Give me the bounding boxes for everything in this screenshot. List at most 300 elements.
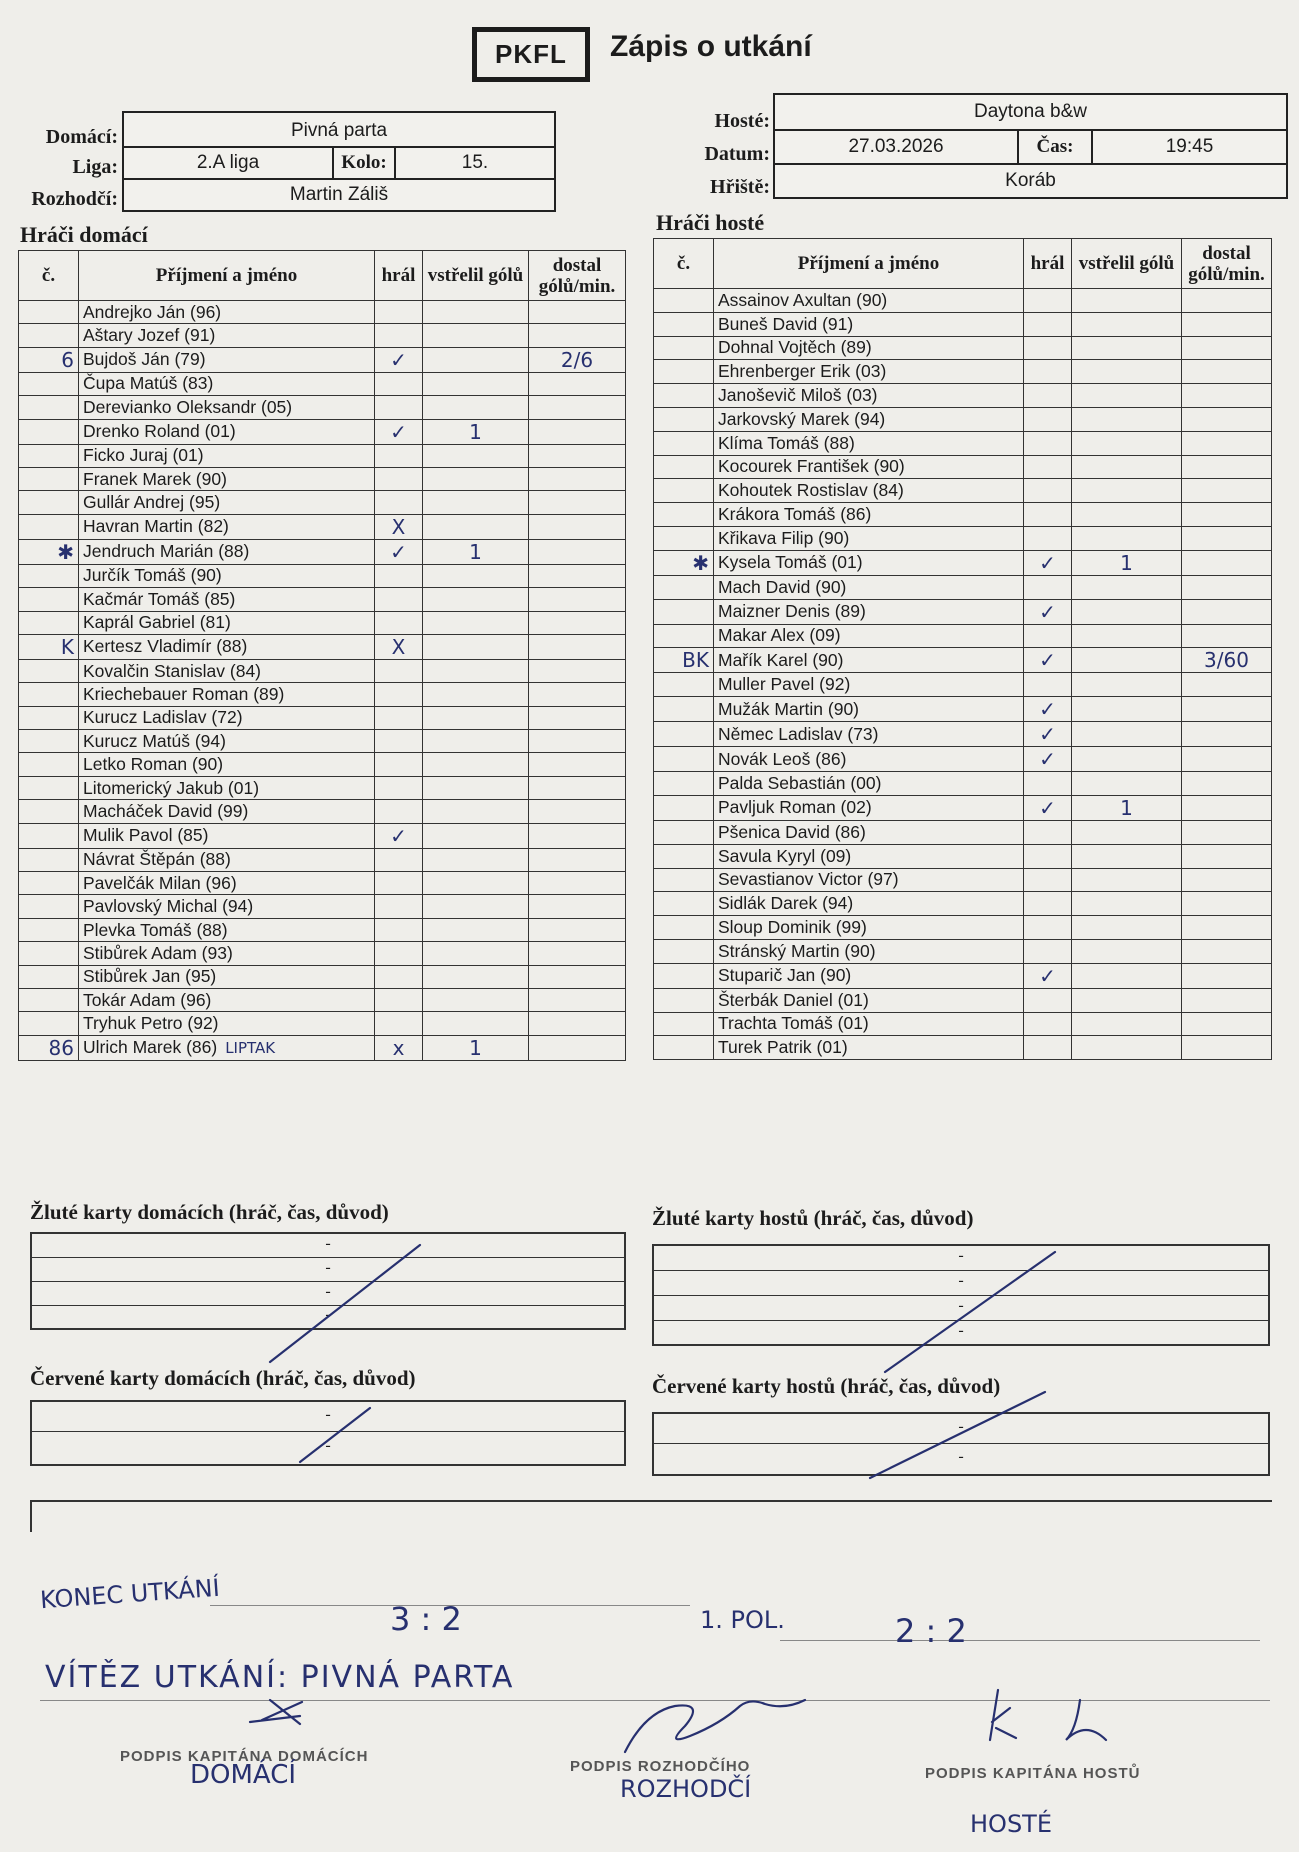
played-cell: ✓ [1024, 648, 1072, 673]
player-row [19, 872, 626, 895]
card-dash: - [958, 1297, 964, 1315]
final-score: 3 : 2 [390, 1600, 462, 1638]
home-team-field: Pivná parta [122, 111, 556, 150]
played-cell: x [375, 1035, 423, 1060]
player-number-cell: ✱ [19, 539, 79, 564]
player-number-cell [654, 772, 714, 796]
player-row [654, 722, 1272, 747]
player-row [19, 467, 626, 490]
pitch-label: Hřiště: [710, 176, 770, 198]
player-row [19, 634, 626, 659]
player-name-cell: Ficko Juraj (01) [79, 444, 375, 467]
away-red-box [652, 1412, 1270, 1476]
player-row [654, 550, 1272, 575]
player-row [654, 479, 1272, 503]
conceded-cell [1182, 360, 1272, 384]
played-cell [1024, 526, 1072, 550]
player-number-cell [19, 730, 79, 753]
player-row [19, 965, 626, 988]
played-cell [1024, 431, 1072, 455]
played-cell [1024, 407, 1072, 431]
player-number-cell [654, 916, 714, 940]
player-row [19, 588, 626, 611]
card-row [32, 1402, 624, 1432]
player-name-cell: Buneš David (91) [714, 312, 1024, 336]
played-cell [1024, 503, 1072, 527]
scored-cell [423, 965, 529, 988]
player-row [654, 697, 1272, 722]
card-dash: - [958, 1448, 964, 1466]
player-row [654, 336, 1272, 360]
player-number-cell [654, 624, 714, 648]
conceded-cell [529, 611, 626, 634]
player-number-cell [19, 514, 79, 539]
player-row [654, 988, 1272, 1012]
conceded-cell [1182, 820, 1272, 844]
conceded-cell [1182, 336, 1272, 360]
card-row [654, 1271, 1268, 1296]
played-cell: ✓ [1024, 599, 1072, 624]
conceded-cell [1182, 697, 1272, 722]
scored-cell [423, 776, 529, 799]
player-name-cell: Palda Sebastián (00) [714, 772, 1024, 796]
played-cell [1024, 988, 1072, 1012]
scored-cell [1072, 336, 1182, 360]
played-cell [1024, 289, 1072, 313]
conceded-cell [1182, 963, 1272, 988]
conceded-cell [1182, 624, 1272, 648]
conceded-cell [1182, 1012, 1272, 1036]
scored-cell [1072, 384, 1182, 408]
notes-box [30, 1500, 1272, 1532]
player-row [654, 1012, 1272, 1036]
player-row [654, 526, 1272, 550]
player-row [19, 659, 626, 682]
played-cell [375, 659, 423, 682]
scored-cell: 1 [1072, 550, 1182, 575]
player-name-cell: Kurucz Matúš (94) [79, 730, 375, 753]
conceded-cell [1182, 795, 1272, 820]
card-dash: - [325, 1306, 331, 1324]
player-row [654, 599, 1272, 624]
player-name-cell: Maizner Denis (89) [714, 599, 1024, 624]
played-cell [1024, 624, 1072, 648]
player-name-cell: Dohnal Vojtěch (89) [714, 336, 1024, 360]
scored-cell [1072, 599, 1182, 624]
player-row [19, 706, 626, 729]
played-cell: ✓ [1024, 550, 1072, 575]
played-cell [375, 706, 423, 729]
player-row [654, 384, 1272, 408]
player-row [654, 289, 1272, 313]
played-cell [375, 301, 423, 324]
scored-cell [423, 988, 529, 1011]
col-name: Příjmení a jméno [79, 251, 375, 301]
player-number-cell [19, 895, 79, 918]
played-cell [375, 872, 423, 895]
player-row [19, 419, 626, 444]
scored-cell [1072, 648, 1182, 673]
player-row [19, 918, 626, 941]
conceded-cell [529, 753, 626, 776]
scored-cell [423, 396, 529, 419]
referee-field: Martin Záliš [122, 178, 556, 212]
away-players-table [653, 238, 1272, 1060]
played-cell: ✓ [1024, 963, 1072, 988]
player-row [654, 868, 1272, 892]
scored-cell [423, 491, 529, 514]
scored-cell [1072, 503, 1182, 527]
referee-signature [625, 1700, 805, 1752]
player-number-cell [19, 683, 79, 706]
player-number-cell [19, 324, 79, 347]
card-dash: - [958, 1272, 964, 1290]
player-row [19, 514, 626, 539]
player-name-cell: Kačmár Tomáš (85) [79, 588, 375, 611]
scored-cell [423, 823, 529, 848]
home-yellow-title: Žluté karty domácích (hráč, čas, důvod) [30, 1200, 389, 1224]
player-row [654, 939, 1272, 963]
player-name-cell: Savula Kyryl (09) [714, 844, 1024, 868]
home-hand-label: DOMÁCÍ [190, 1760, 297, 1790]
player-name-cell: Pavelčák Milan (96) [79, 872, 375, 895]
player-name-cell: Kriechebauer Roman (89) [79, 683, 375, 706]
card-row [654, 1296, 1268, 1321]
player-number-cell [19, 659, 79, 682]
player-number-cell [654, 795, 714, 820]
player-name-cell: Stibůrek Adam (93) [79, 942, 375, 965]
player-number-cell: K [19, 634, 79, 659]
scored-cell [423, 611, 529, 634]
round-field: 15. [394, 146, 556, 180]
away-players-title: Hráči hosté [656, 210, 765, 235]
played-cell: ✓ [1024, 747, 1072, 772]
player-name-cell: Kaprál Gabriel (81) [79, 611, 375, 634]
halftime-score: 2 : 2 [895, 1612, 967, 1650]
player-row [654, 844, 1272, 868]
league-field: 2.A liga [122, 146, 334, 180]
player-name-cell: Němec Ladislav (73) [714, 722, 1024, 747]
player-number-cell [19, 706, 79, 729]
substitute-handwritten-name: LIPTAK [225, 1039, 276, 1058]
player-name-cell: Kovalčin Stanislav (84) [79, 659, 375, 682]
scored-cell [423, 564, 529, 587]
conceded-cell [529, 539, 626, 564]
conceded-cell [529, 659, 626, 682]
player-row [19, 396, 626, 419]
conceded-cell [529, 301, 626, 324]
scored-cell [423, 588, 529, 611]
referee-hand-label: ROZHODČÍ [620, 1775, 752, 1803]
conceded-cell [1182, 988, 1272, 1012]
player-name-cell: Sevastianov Victor (97) [714, 868, 1024, 892]
player-name-cell: Gullár Andrej (95) [79, 491, 375, 514]
player-number-cell [19, 872, 79, 895]
document-title: Zápis o utkání [610, 30, 812, 63]
player-number-cell [19, 918, 79, 941]
player-name-cell: Trachta Tomáš (01) [714, 1012, 1024, 1036]
player-row [19, 730, 626, 753]
player-name-cell: Muller Pavel (92) [714, 673, 1024, 697]
scored-cell [1072, 697, 1182, 722]
player-row [654, 575, 1272, 599]
played-cell [375, 588, 423, 611]
card-row [32, 1234, 624, 1258]
played-cell [375, 942, 423, 965]
scored-cell [1072, 844, 1182, 868]
player-row [654, 312, 1272, 336]
played-cell [375, 988, 423, 1011]
player-name-cell: Jendruch Marián (88) [79, 539, 375, 564]
played-cell [375, 444, 423, 467]
scored-cell [1072, 892, 1182, 916]
conceded-cell [1182, 673, 1272, 697]
away-captain-signature [990, 1690, 1106, 1740]
scored-cell [1072, 772, 1182, 796]
player-row [654, 772, 1272, 796]
scored-cell [1072, 868, 1182, 892]
referee-signature-label: PODPIS ROZHODČÍHO [570, 1758, 751, 1775]
player-row [19, 895, 626, 918]
played-cell [1024, 312, 1072, 336]
player-number-cell [19, 372, 79, 395]
played-cell [1024, 479, 1072, 503]
player-name-cell: Jurčík Tomáš (90) [79, 564, 375, 587]
player-number-cell [19, 611, 79, 634]
scored-cell [1072, 624, 1182, 648]
away-yellow-title: Žluté karty hostů (hráč, čas, důvod) [652, 1206, 974, 1230]
home-players-table [18, 250, 626, 1061]
card-row [654, 1246, 1268, 1271]
scored-cell [1072, 289, 1182, 313]
played-cell [1024, 939, 1072, 963]
scored-cell [1072, 916, 1182, 940]
player-row [19, 444, 626, 467]
player-row [19, 776, 626, 799]
player-row [19, 564, 626, 587]
player-row [19, 324, 626, 347]
winner-note: VÍTĚZ UTKÁNÍ: PIVNÁ PARTA [45, 1660, 515, 1695]
scored-cell [423, 444, 529, 467]
player-name-cell [79, 1035, 375, 1060]
played-cell [375, 372, 423, 395]
conceded-cell [529, 918, 626, 941]
player-number-cell [654, 673, 714, 697]
played-cell [375, 918, 423, 941]
player-name-cell: Kocourek František (90) [714, 455, 1024, 479]
conceded-cell [529, 324, 626, 347]
player-name-cell: Stuparič Jan (90) [714, 963, 1024, 988]
player-row [19, 539, 626, 564]
player-number-cell [19, 848, 79, 871]
player-row [654, 795, 1272, 820]
played-cell [375, 848, 423, 871]
scored-cell [423, 872, 529, 895]
player-row [19, 611, 626, 634]
player-name-text: Ulrich Marek (86) [83, 1037, 218, 1058]
player-number-cell [654, 312, 714, 336]
scored-cell: 1 [1072, 795, 1182, 820]
player-row [19, 372, 626, 395]
card-dash: - [325, 1282, 331, 1300]
played-cell [375, 753, 423, 776]
col-num: č. [654, 239, 714, 289]
player-number-cell [654, 431, 714, 455]
scored-cell [1072, 360, 1182, 384]
player-name-cell: Bujdoš Ján (79) [79, 347, 375, 372]
conceded-cell [1182, 747, 1272, 772]
player-number-cell [654, 697, 714, 722]
scored-cell [1072, 988, 1182, 1012]
player-number-cell [19, 491, 79, 514]
conceded-cell [529, 683, 626, 706]
conceded-cell [529, 1012, 626, 1035]
player-name-cell: Sidlák Darek (94) [714, 892, 1024, 916]
player-number-cell [654, 599, 714, 624]
player-name-cell: Andrejko Ján (96) [79, 301, 375, 324]
player-number-cell [19, 823, 79, 848]
player-number-cell [654, 892, 714, 916]
player-row [654, 431, 1272, 455]
played-cell [1024, 868, 1072, 892]
player-row [654, 673, 1272, 697]
scored-cell [1072, 479, 1182, 503]
player-row [654, 747, 1272, 772]
conceded-cell [529, 634, 626, 659]
player-row [19, 1012, 626, 1035]
player-name-cell: Mulik Pavol (85) [79, 823, 375, 848]
scored-cell [1072, 963, 1182, 988]
conceded-cell [529, 823, 626, 848]
card-dash: - [958, 1417, 964, 1435]
player-row [19, 347, 626, 372]
conceded-cell [1182, 772, 1272, 796]
conceded-cell [1182, 939, 1272, 963]
col-name: Příjmení a jméno [714, 239, 1024, 289]
conceded-cell [1182, 479, 1272, 503]
card-dash: - [325, 1258, 331, 1276]
player-number-cell [654, 1012, 714, 1036]
scored-cell [423, 467, 529, 490]
player-row [19, 301, 626, 324]
played-cell [375, 491, 423, 514]
conceded-cell [1182, 916, 1272, 940]
scored-cell [1072, 312, 1182, 336]
away-hand-label: HOSTÉ [970, 1810, 1052, 1838]
date-label: Datum: [704, 143, 770, 165]
played-cell [1024, 360, 1072, 384]
conceded-cell [1182, 526, 1272, 550]
scored-cell [423, 514, 529, 539]
player-name-cell: Křikava Filip (90) [714, 526, 1024, 550]
scored-cell [1072, 673, 1182, 697]
played-cell [1024, 455, 1072, 479]
scored-cell [1072, 407, 1182, 431]
col-conceded: dostal gólů/min. [1182, 239, 1272, 289]
played-cell: ✓ [1024, 722, 1072, 747]
played-cell: X [375, 514, 423, 539]
scored-cell [423, 1012, 529, 1035]
player-name-cell: Ehrenberger Erik (03) [714, 360, 1024, 384]
player-number-cell [654, 479, 714, 503]
player-number-cell [654, 988, 714, 1012]
played-cell [375, 467, 423, 490]
player-row [654, 892, 1272, 916]
played-cell [375, 1012, 423, 1035]
scored-cell [423, 918, 529, 941]
scored-cell [423, 730, 529, 753]
scored-cell [423, 634, 529, 659]
conceded-cell [1182, 384, 1272, 408]
col-conceded: dostal gólů/min. [529, 251, 626, 301]
player-name-cell: Sloup Dominik (99) [714, 916, 1024, 940]
player-number-cell [19, 776, 79, 799]
time-label: Čas: [1017, 129, 1093, 165]
scored-cell [1072, 1036, 1182, 1060]
player-number-cell [654, 722, 714, 747]
scored-cell [423, 372, 529, 395]
conceded-cell [529, 444, 626, 467]
conceded-cell [1182, 407, 1272, 431]
scored-cell [423, 895, 529, 918]
played-cell: ✓ [375, 347, 423, 372]
scored-cell [423, 942, 529, 965]
card-row [654, 1321, 1268, 1344]
player-number-cell: BK [654, 648, 714, 673]
player-number-cell [654, 289, 714, 313]
conceded-cell [1182, 599, 1272, 624]
home-yellow-box [30, 1232, 626, 1330]
pitch-field: Koráb [773, 163, 1288, 199]
player-name-cell: Mach David (90) [714, 575, 1024, 599]
player-number-cell [19, 467, 79, 490]
player-name-cell: Janoševič Miloš (03) [714, 384, 1024, 408]
conceded-cell [1182, 550, 1272, 575]
time-field: 19:45 [1091, 129, 1288, 165]
played-cell: ✓ [1024, 697, 1072, 722]
player-number-cell [19, 444, 79, 467]
conceded-cell [529, 776, 626, 799]
card-row [32, 1282, 624, 1306]
pkfl-logo [472, 27, 590, 82]
played-cell [375, 683, 423, 706]
scored-cell [423, 706, 529, 729]
player-row [654, 820, 1272, 844]
played-cell: ✓ [375, 539, 423, 564]
home-red-box [30, 1400, 626, 1466]
conceded-cell [529, 514, 626, 539]
played-cell: X [375, 634, 423, 659]
player-number-cell: 6 [19, 347, 79, 372]
scored-cell [423, 301, 529, 324]
conceded-cell [529, 419, 626, 444]
player-number-cell [19, 396, 79, 419]
conceded-cell [529, 1035, 626, 1060]
referee-label: Rozhodčí: [31, 188, 118, 210]
scored-cell [1072, 1012, 1182, 1036]
player-row [654, 963, 1272, 988]
player-name-cell: Kertesz Vladimír (88) [79, 634, 375, 659]
player-row [19, 800, 626, 823]
player-number-cell [654, 820, 714, 844]
player-number-cell [654, 526, 714, 550]
player-name-cell: Pavlovský Michal (94) [79, 895, 375, 918]
conceded-cell [529, 895, 626, 918]
player-name-cell: Pavljuk Roman (02) [714, 795, 1024, 820]
played-cell [1024, 916, 1072, 940]
player-name-cell: Klíma Tomáš (88) [714, 431, 1024, 455]
conceded-cell [529, 965, 626, 988]
